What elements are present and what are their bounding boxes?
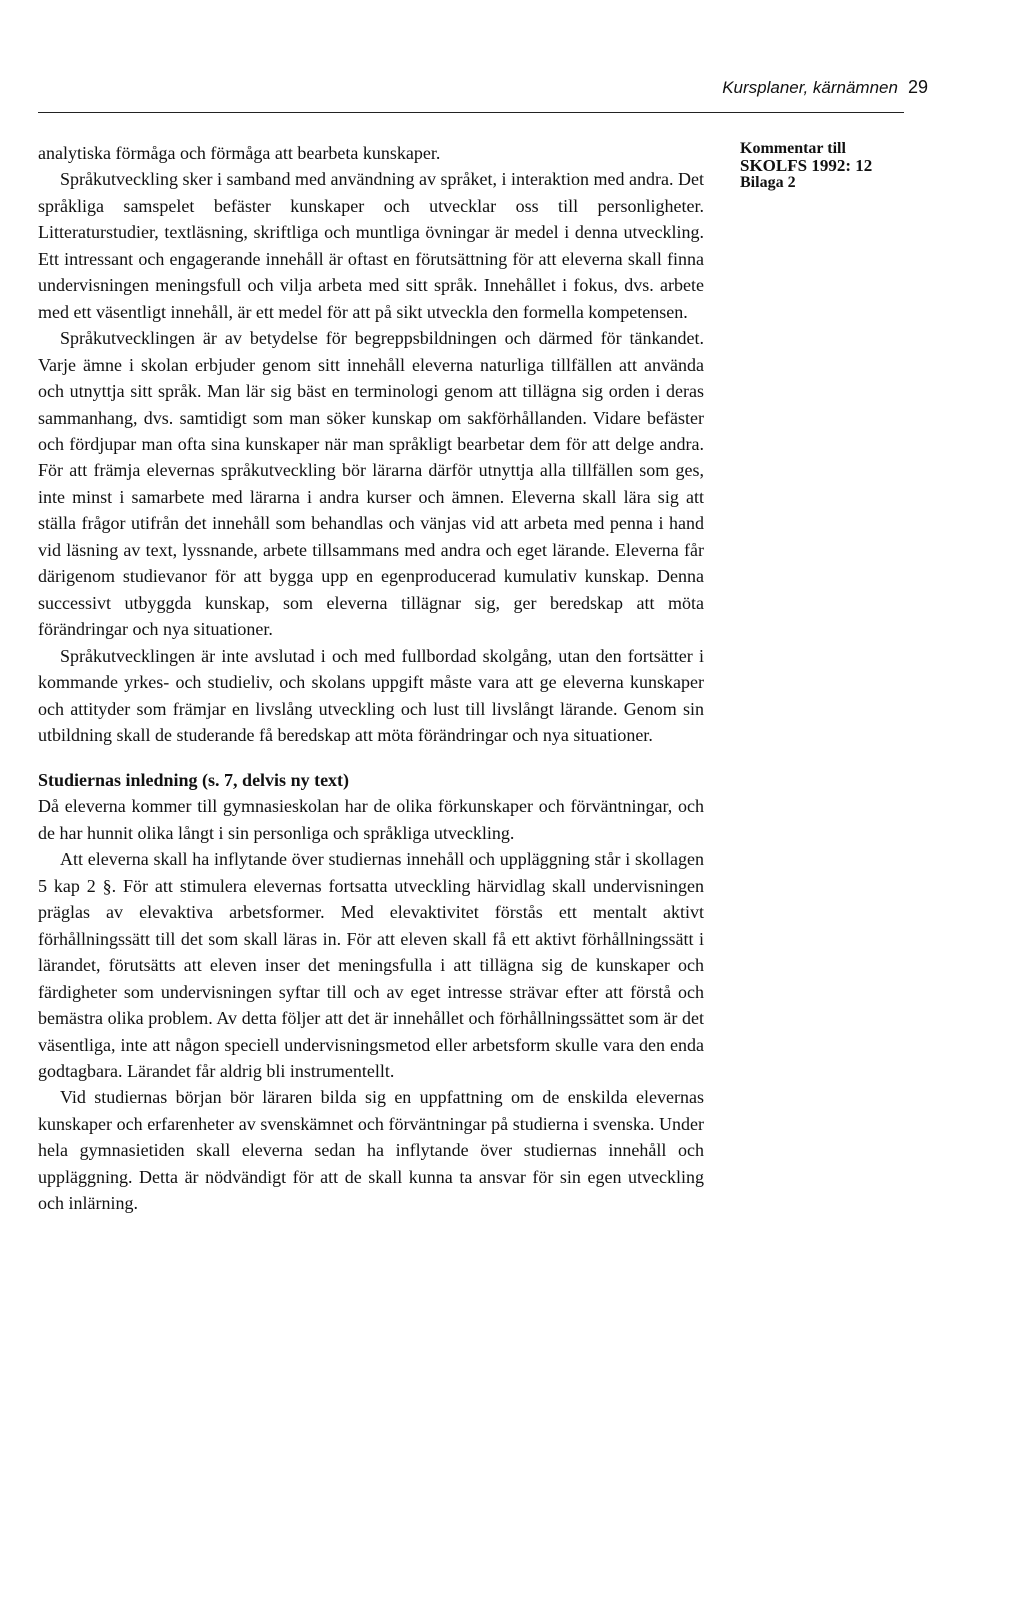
paragraph-7: Vid studiernas början bör läraren bilda sig en uppfattning om de enskilda elevernas kunskaper och erfarenheter av svenskämnet och förväntningar på studierna i svenska. Under hela gymnasietiden skall eleverna sedan ha inflytande över studiernas innehåll och uppläggning. Detta är nödvändigt för att de skall kunna ta ansvar för sin egen utveckling och inlärning. [38, 1087, 704, 1214]
running-title: Kursplaner, kärnämnen [722, 78, 898, 97]
paragraph-4: Språkutvecklingen är inte avslutad i och med fullbordad skolgång, utan den fortsätter i kommande yrkes- och studieliv, och skolans uppgift måste vara att ge eleverna kunskaper och attityder som främjar en livslång utveckling och lust till livslångt lärande. Genom sin utbildning skall de studerande få beredskap att möta förändringar och nya situationer. [38, 645, 704, 745]
main-text-column [38, 140, 704, 1217]
section-heading: Studiernas inledning (s. 7, delvis ny text) [38, 770, 350, 791]
margin-note-line-3: Bilaga 2 [740, 174, 796, 191]
running-header [722, 76, 928, 99]
page-number: 29 [907, 77, 928, 97]
paragraph-3: Språkutvecklingen är av betydelse för begreppsbildningen och därmed för tänkandet. Varje ämne i skolan erbjuder genom sitt innehåll eleverna naturliga tillfällen att använda och utnyttja sitt språk. Man lär sig bäst en terminologi genom att tillägna sig orden i deras sammanhang, dvs. samtidigt som man söker kunskap om sakförhållanden. Vidare befäster och fördjupar man ofta sina kunskaper när man språkligt bearbetar dem för att delge andra. För att främja elevernas språkutveckling bör lärarna därför utnyttja alla tillfällen som ges, inte minst i samarbete med lärarna i andra kurser och ämnen. Eleverna skall lära sig att ställa frågor utifrån det innehåll som behandlas och vänjas vid att arbeta med penna i hand vid läsning av text, lyssnande, arbete tillsammans med andra och eget lärande. Eleverna får därigenom studievanor för att bygga upp en egenproducerad kumulativ kunskap. Denna successivt utbyggda kunskap, som eleverna tillägnar sig, ger beredskap att möta förändringar och nya situationer. [38, 328, 704, 640]
paragraph-5: Då eleverna kommer till gymnasieskolan har de olika förkunskaper och förväntningar, och de har hunnit olika långt i sin personliga och språkliga utveckling. [38, 796, 704, 843]
header-rule [38, 112, 904, 113]
paragraph-6: Att eleverna skall ha inflytande över studiernas innehåll och uppläggning står i skollagen 5 kap 2 §. För att stimulera elevernas fortsatta utveckling härvidlag skall undervisningen präglas av elevaktiva arbetsformer. Med elevaktivitet förstås ett mentalt aktivt förhållningssätt till det som skall läras in. För att eleven skall få ett aktivt förhållningssätt i lärandet, förutsätts att eleven inser det meningsfulla i att tillägna sig de kunskaper och färdigheter som undervisningen syftar till och av eget intresse strävar efter att förstå och bemästra olika problem. Av detta följer att det är innehållet och förhållningssättet som är det väsentliga, inte att någon speciell undervisningsmetod eller arbetsform skulle vara den enda godtagbara. Lärandet får aldrig bli instrumentellt. [38, 849, 704, 1081]
margin-note-line-2: SKOLFS 1992: 12 [740, 156, 873, 175]
margin-note [740, 140, 915, 191]
margin-note-line-1: Kommentar till [740, 140, 846, 157]
paragraph-2: Språkutveckling sker i samband med användning av språket, i interaktion med andra. Det språkliga samspelet befäster kunskaper och utvecklar oss till personligheter. Litteraturstudier, textläsning, skriftliga och muntliga övningar är medel i denna utveckling. Ett intressant och engagerande innehåll är oftast en förutsättning för att eleverna skall finna undervisningen meningsfull och vilja arbeta med sitt språk. Innehållet i fokus, dvs. arbete med ett väsentligt innehåll, är ett medel för att på sikt utveckla den formella kompetensen. [38, 169, 704, 322]
paragraph-1: analytiska förmåga och förmåga att bearbeta kunskaper. [38, 143, 441, 163]
